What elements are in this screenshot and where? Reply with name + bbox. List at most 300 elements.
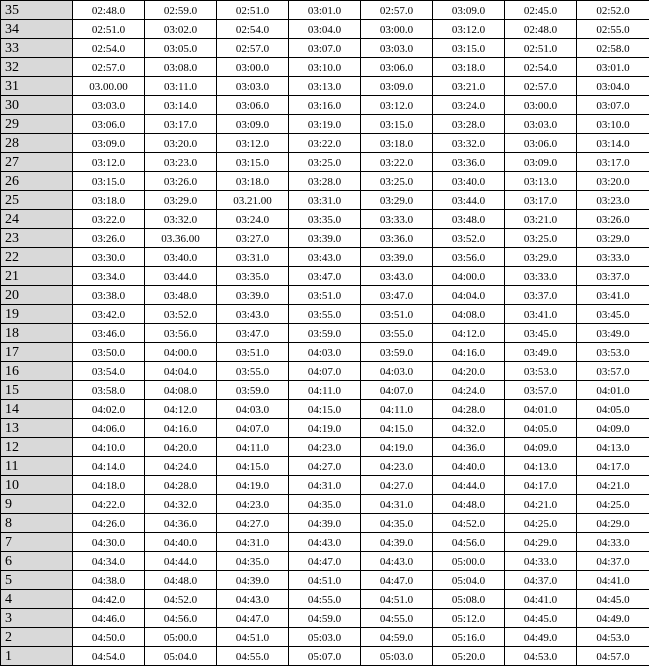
time-cell: 04:10.0	[73, 438, 145, 457]
time-cell: 04:55.0	[217, 647, 289, 666]
table-row	[1, 286, 649, 305]
time-cell: 03:00.0	[217, 58, 289, 77]
table-row	[1, 552, 649, 571]
table-row	[1, 419, 649, 438]
row-label: 6	[1, 552, 73, 571]
row-label: 34	[1, 20, 73, 39]
time-cell: 02:58.0	[577, 39, 649, 58]
time-cell: 02:51.0	[217, 1, 289, 20]
row-label: 23	[1, 229, 73, 248]
time-cell: 02:57.0	[361, 1, 433, 20]
time-cell: 03:18.0	[433, 58, 505, 77]
table-row	[1, 457, 649, 476]
time-cell: 04:24.0	[433, 381, 505, 400]
time-cell: 02:57.0	[505, 77, 577, 96]
time-cell: 04:15.0	[361, 419, 433, 438]
time-cell: 04:34.0	[73, 552, 145, 571]
row-label: 20	[1, 286, 73, 305]
time-cell: 03:33.0	[505, 267, 577, 286]
row-label: 33	[1, 39, 73, 58]
time-cell: 03:55.0	[217, 362, 289, 381]
time-cell: 04:39.0	[217, 571, 289, 590]
table-row	[1, 400, 649, 419]
time-cell: 03:53.0	[505, 362, 577, 381]
time-cell: 04:43.0	[361, 552, 433, 571]
time-cell: 04:21.0	[505, 495, 577, 514]
table-row	[1, 77, 649, 96]
table-row	[1, 58, 649, 77]
time-cell: 04:09.0	[577, 419, 649, 438]
time-cell: 04:51.0	[217, 628, 289, 647]
time-cell: 04:35.0	[361, 514, 433, 533]
time-cell: 03:52.0	[433, 229, 505, 248]
time-cell: 04:05.0	[505, 419, 577, 438]
time-cell: 04:56.0	[433, 533, 505, 552]
row-label: 35	[1, 1, 73, 20]
time-cell: 04:33.0	[505, 552, 577, 571]
time-cell: 04:23.0	[289, 438, 361, 457]
time-cell: 03:14.0	[577, 134, 649, 153]
time-cell: 04:48.0	[433, 495, 505, 514]
time-cell: 03:35.0	[217, 267, 289, 286]
time-cell: 03:18.0	[217, 172, 289, 191]
time-cell: 03.00.00	[73, 77, 145, 96]
time-cell: 03:03.0	[361, 39, 433, 58]
time-cell: 04:03.0	[217, 400, 289, 419]
time-cell: 04:22.0	[73, 495, 145, 514]
time-cell: 04:27.0	[217, 514, 289, 533]
time-cell: 04:54.0	[73, 647, 145, 666]
table-row	[1, 134, 649, 153]
time-cell: 03:49.0	[577, 324, 649, 343]
row-label: 24	[1, 210, 73, 229]
row-label: 19	[1, 305, 73, 324]
time-cell: 04:37.0	[505, 571, 577, 590]
time-cell: 04:39.0	[361, 533, 433, 552]
time-cell: 04:39.0	[289, 514, 361, 533]
row-label: 12	[1, 438, 73, 457]
time-cell: 04:13.0	[505, 457, 577, 476]
table-row	[1, 571, 649, 590]
time-cell: 04:49.0	[505, 628, 577, 647]
row-label: 13	[1, 419, 73, 438]
time-cell: 04:41.0	[577, 571, 649, 590]
row-label: 31	[1, 77, 73, 96]
time-cell: 04:23.0	[217, 495, 289, 514]
time-cell: 04:46.0	[73, 609, 145, 628]
time-cell: 03:25.0	[361, 172, 433, 191]
time-cell: 04:42.0	[73, 590, 145, 609]
time-cell: 04:25.0	[505, 514, 577, 533]
time-cell: 03:22.0	[289, 134, 361, 153]
time-cell: 03:33.0	[361, 210, 433, 229]
time-cell: 04:33.0	[577, 533, 649, 552]
time-cell: 03:40.0	[433, 172, 505, 191]
row-label: 15	[1, 381, 73, 400]
time-cell: 03:00.0	[361, 20, 433, 39]
time-cell: 04:15.0	[217, 457, 289, 476]
table-row	[1, 381, 649, 400]
time-cell: 03:04.0	[577, 77, 649, 96]
time-cell: 03:47.0	[217, 324, 289, 343]
table-row	[1, 533, 649, 552]
time-cell: 03:40.0	[145, 248, 217, 267]
time-cell: 04:19.0	[217, 476, 289, 495]
time-cell: 03:56.0	[433, 248, 505, 267]
time-cell: 03:37.0	[577, 267, 649, 286]
time-cell: 02:52.0	[577, 1, 649, 20]
time-cell: 05:00.0	[433, 552, 505, 571]
time-cell: 02:54.0	[505, 58, 577, 77]
time-cell: 04:56.0	[145, 609, 217, 628]
time-cell: 03:49.0	[505, 343, 577, 362]
time-cell: 04:48.0	[145, 571, 217, 590]
row-label: 9	[1, 495, 73, 514]
time-cell: 04:50.0	[73, 628, 145, 647]
time-cell: 04:29.0	[577, 514, 649, 533]
row-label: 29	[1, 115, 73, 134]
time-cell: 03:13.0	[505, 172, 577, 191]
time-cell: 04:43.0	[289, 533, 361, 552]
time-cell: 04:18.0	[73, 476, 145, 495]
time-cell: 02:48.0	[73, 1, 145, 20]
table-row	[1, 590, 649, 609]
time-cell: 04:07.0	[289, 362, 361, 381]
time-cell: 03:30.0	[73, 248, 145, 267]
time-cell: 04:36.0	[145, 514, 217, 533]
table-row	[1, 172, 649, 191]
time-cell: 04:59.0	[361, 628, 433, 647]
time-cell: 04:36.0	[433, 438, 505, 457]
time-cell: 04:27.0	[289, 457, 361, 476]
time-cell: 04:44.0	[433, 476, 505, 495]
time-cell: 02:55.0	[577, 20, 649, 39]
table-row	[1, 96, 649, 115]
time-cell: 03:29.0	[361, 191, 433, 210]
time-cell: 04:35.0	[289, 495, 361, 514]
time-cell: 04:12.0	[145, 400, 217, 419]
table-row	[1, 362, 649, 381]
time-cell: 03:13.0	[289, 77, 361, 96]
time-cell: 03:06.0	[217, 96, 289, 115]
time-cell: 04:16.0	[145, 419, 217, 438]
time-cell: 03:03.0	[505, 115, 577, 134]
time-cell: 04:14.0	[73, 457, 145, 476]
row-label: 21	[1, 267, 73, 286]
time-cell: 03:31.0	[289, 191, 361, 210]
time-cell: 03:24.0	[217, 210, 289, 229]
row-label: 32	[1, 58, 73, 77]
time-cell: 03:07.0	[577, 96, 649, 115]
table-row	[1, 609, 649, 628]
table-row	[1, 229, 649, 248]
time-cell: 03:46.0	[73, 324, 145, 343]
time-cell: 04:45.0	[505, 609, 577, 628]
time-cell: 02:51.0	[505, 39, 577, 58]
row-label: 8	[1, 514, 73, 533]
time-cell: 04:32.0	[433, 419, 505, 438]
time-cell: 04:31.0	[361, 495, 433, 514]
time-cell: 04:17.0	[577, 457, 649, 476]
table-row	[1, 305, 649, 324]
time-cell: 03:09.0	[217, 115, 289, 134]
time-cell: 03:26.0	[577, 210, 649, 229]
time-cell: 04:45.0	[577, 590, 649, 609]
time-cell: 03:47.0	[361, 286, 433, 305]
time-cell: 03:12.0	[217, 134, 289, 153]
time-cell: 03:28.0	[433, 115, 505, 134]
table-row	[1, 115, 649, 134]
time-cell: 04:07.0	[361, 381, 433, 400]
time-table-body	[1, 1, 649, 666]
row-label: 26	[1, 172, 73, 191]
time-cell: 04:31.0	[289, 476, 361, 495]
time-cell: 03:45.0	[505, 324, 577, 343]
row-label: 17	[1, 343, 73, 362]
time-cell: 04:24.0	[145, 457, 217, 476]
row-label: 1	[1, 647, 73, 666]
time-cell: 03:57.0	[577, 362, 649, 381]
time-cell: 03:29.0	[505, 248, 577, 267]
table-row	[1, 1, 649, 20]
time-cell: 03:09.0	[361, 77, 433, 96]
time-cell: 04:05.0	[577, 400, 649, 419]
time-cell: 03:22.0	[361, 153, 433, 172]
table-row	[1, 210, 649, 229]
time-cell: 05:04.0	[145, 647, 217, 666]
time-cell: 03:03.0	[73, 96, 145, 115]
time-cell: 03:42.0	[73, 305, 145, 324]
time-cell: 03:37.0	[505, 286, 577, 305]
time-cell: 04:44.0	[145, 552, 217, 571]
time-cell: 03:29.0	[145, 191, 217, 210]
time-cell: 03:19.0	[289, 115, 361, 134]
time-cell: 03:17.0	[145, 115, 217, 134]
time-cell: 04:57.0	[577, 647, 649, 666]
time-cell: 04:19.0	[361, 438, 433, 457]
time-cell: 04:06.0	[73, 419, 145, 438]
time-cell: 03:55.0	[289, 305, 361, 324]
time-cell: 03:38.0	[73, 286, 145, 305]
row-label: 28	[1, 134, 73, 153]
time-cell: 03:15.0	[361, 115, 433, 134]
time-cell: 04:38.0	[73, 571, 145, 590]
row-label: 22	[1, 248, 73, 267]
table-row	[1, 476, 649, 495]
time-cell: 04:40.0	[145, 533, 217, 552]
time-cell: 03:20.0	[577, 172, 649, 191]
time-cell: 04:04.0	[433, 286, 505, 305]
row-label: 14	[1, 400, 73, 419]
time-cell: 03:57.0	[505, 381, 577, 400]
table-row	[1, 495, 649, 514]
time-cell: 03:02.0	[145, 20, 217, 39]
time-cell: 03:35.0	[289, 210, 361, 229]
time-cell: 04:19.0	[289, 419, 361, 438]
time-cell: 03:11.0	[145, 77, 217, 96]
time-cell: 04:04.0	[145, 362, 217, 381]
time-cell: 04:03.0	[289, 343, 361, 362]
time-cell: 02:45.0	[505, 1, 577, 20]
time-cell: 03:58.0	[73, 381, 145, 400]
time-cell: 04:02.0	[73, 400, 145, 419]
row-label: 30	[1, 96, 73, 115]
time-cell: 03:21.0	[505, 210, 577, 229]
time-cell: 03:06.0	[361, 58, 433, 77]
time-cell: 04:32.0	[145, 495, 217, 514]
time-cell: 03:00.0	[505, 96, 577, 115]
time-cell: 03:59.0	[289, 324, 361, 343]
time-cell: 03:32.0	[433, 134, 505, 153]
time-cell: 02:54.0	[217, 20, 289, 39]
row-label: 2	[1, 628, 73, 647]
time-cell: 04:27.0	[361, 476, 433, 495]
time-cell: 04:07.0	[217, 419, 289, 438]
time-cell: 03:12.0	[361, 96, 433, 115]
time-cell: 04:53.0	[577, 628, 649, 647]
time-cell: 03:32.0	[145, 210, 217, 229]
row-label: 5	[1, 571, 73, 590]
time-cell: 03:07.0	[289, 39, 361, 58]
time-cell: 03:01.0	[577, 58, 649, 77]
table-row	[1, 20, 649, 39]
time-cell: 03:48.0	[433, 210, 505, 229]
time-cell: 03:04.0	[289, 20, 361, 39]
time-cell: 03:29.0	[577, 229, 649, 248]
row-label: 7	[1, 533, 73, 552]
time-cell: 04:23.0	[361, 457, 433, 476]
time-cell: 04:55.0	[289, 590, 361, 609]
time-cell: 04:11.0	[217, 438, 289, 457]
time-cell: 04:59.0	[289, 609, 361, 628]
time-cell: 03:17.0	[505, 191, 577, 210]
time-cell: 03:16.0	[289, 96, 361, 115]
time-cell: 03:53.0	[577, 343, 649, 362]
time-cell: 03:51.0	[217, 343, 289, 362]
time-cell: 03:23.0	[577, 191, 649, 210]
time-cell: 03:05.0	[145, 39, 217, 58]
table-row	[1, 514, 649, 533]
time-cell: 03:09.0	[73, 134, 145, 153]
time-cell: 03:17.0	[577, 153, 649, 172]
time-cell: 04:37.0	[577, 552, 649, 571]
time-cell: 04:47.0	[289, 552, 361, 571]
time-cell: 03.36.00	[145, 229, 217, 248]
time-cell: 03:25.0	[505, 229, 577, 248]
time-cell: 03:39.0	[361, 248, 433, 267]
time-cell: 03:24.0	[433, 96, 505, 115]
table-row	[1, 39, 649, 58]
time-cell: 05:12.0	[433, 609, 505, 628]
time-cell: 03:39.0	[217, 286, 289, 305]
time-cell: 03:47.0	[289, 267, 361, 286]
table-row	[1, 191, 649, 210]
time-cell: 04:52.0	[145, 590, 217, 609]
time-cell: 03:20.0	[145, 134, 217, 153]
time-cell: 04:03.0	[361, 362, 433, 381]
time-cell: 05:03.0	[289, 628, 361, 647]
time-cell: 03:08.0	[145, 58, 217, 77]
time-cell: 02:48.0	[505, 20, 577, 39]
table-row	[1, 153, 649, 172]
time-cell: 03:15.0	[217, 153, 289, 172]
time-cell: 03:15.0	[73, 172, 145, 191]
time-cell: 04:29.0	[505, 533, 577, 552]
time-cell: 03:45.0	[577, 305, 649, 324]
time-cell: 04:55.0	[361, 609, 433, 628]
time-cell: 03:39.0	[289, 229, 361, 248]
time-cell: 03:23.0	[145, 153, 217, 172]
time-cell: 03:51.0	[361, 305, 433, 324]
time-cell: 03:51.0	[289, 286, 361, 305]
time-cell: 03:33.0	[577, 248, 649, 267]
time-cell: 03:48.0	[145, 286, 217, 305]
time-cell: 04:00.0	[433, 267, 505, 286]
table-row	[1, 343, 649, 362]
time-cell: 04:53.0	[505, 647, 577, 666]
time-cell: 03:18.0	[361, 134, 433, 153]
time-cell: 02:57.0	[73, 58, 145, 77]
table-row	[1, 248, 649, 267]
time-cell: 04:09.0	[505, 438, 577, 457]
time-cell: 03:09.0	[433, 1, 505, 20]
row-label: 11	[1, 457, 73, 476]
time-cell: 04:28.0	[433, 400, 505, 419]
time-cell: 03:12.0	[433, 20, 505, 39]
table-row	[1, 438, 649, 457]
time-cell: 04:11.0	[289, 381, 361, 400]
time-cell: 03:21.0	[433, 77, 505, 96]
time-cell: 04:08.0	[433, 305, 505, 324]
time-cell: 03:43.0	[361, 267, 433, 286]
time-cell: 03:28.0	[289, 172, 361, 191]
time-cell: 05:08.0	[433, 590, 505, 609]
time-cell: 03:54.0	[73, 362, 145, 381]
time-cell: 02:59.0	[145, 1, 217, 20]
time-cell: 03:10.0	[577, 115, 649, 134]
time-cell: 05:03.0	[361, 647, 433, 666]
time-cell: 04:01.0	[577, 381, 649, 400]
time-cell: 04:47.0	[361, 571, 433, 590]
time-cell: 04:17.0	[505, 476, 577, 495]
time-cell: 03:09.0	[505, 153, 577, 172]
time-cell: 04:20.0	[433, 362, 505, 381]
time-cell: 04:16.0	[433, 343, 505, 362]
time-cell: 05:20.0	[433, 647, 505, 666]
time-cell: 03:34.0	[73, 267, 145, 286]
time-cell: 02:57.0	[217, 39, 289, 58]
time-cell: 04:52.0	[433, 514, 505, 533]
time-cell: 03:15.0	[433, 39, 505, 58]
time-cell: 03:44.0	[145, 267, 217, 286]
time-cell: 03:50.0	[73, 343, 145, 362]
time-cell: 03:10.0	[289, 58, 361, 77]
row-label: 10	[1, 476, 73, 495]
time-cell: 05:00.0	[145, 628, 217, 647]
time-cell: 04:31.0	[217, 533, 289, 552]
time-cell: 04:51.0	[361, 590, 433, 609]
row-label: 27	[1, 153, 73, 172]
time-cell: 03:36.0	[361, 229, 433, 248]
time-cell: 02:51.0	[73, 20, 145, 39]
time-cell: 03:36.0	[433, 153, 505, 172]
time-cell: 04:08.0	[145, 381, 217, 400]
row-label: 18	[1, 324, 73, 343]
time-cell: 03:43.0	[217, 305, 289, 324]
time-cell: 05:16.0	[433, 628, 505, 647]
time-cell: 04:21.0	[577, 476, 649, 495]
time-cell: 04:01.0	[505, 400, 577, 419]
